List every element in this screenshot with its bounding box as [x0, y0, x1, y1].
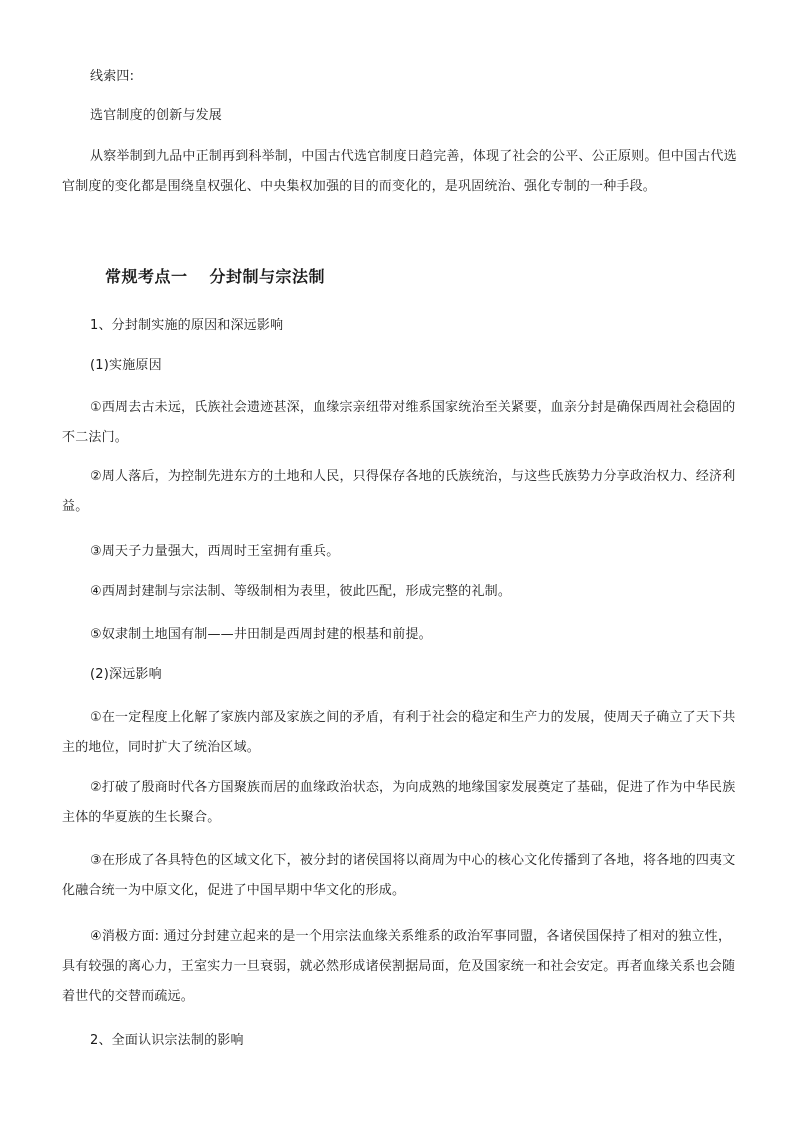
reason-paragraph-2: ②周人落后，为控制先进东方的土地和人民，只得保存各地的氏族统治，与这些氏族势力分享政治权力、经济利益。 [62, 469, 736, 514]
clue-body-paragraph: 从察举制到九品中正制再到科举制，中国古代选官制度日趋完善，体现了社会的公平、公正原则。但中国古代选官制度的变化都是围绕皇权强化、中央集权加强的目的而变化的，是巩固统治、强化专制的一种手段。 [62, 149, 737, 194]
impact-paragraph-3: ③在形成了各具特色的区域文化下，被分封的诸侯国将以商周为中心的核心文化传播到了各地，将各地的四夷文化融合统一为中原文化，促进了中国早期中华文化的形成。 [62, 853, 736, 898]
subheading-impacts: (2)深远影响 [90, 667, 162, 682]
clue-title: 选官制度的创新与发展 [90, 108, 223, 123]
clue-label: 线索四: [90, 69, 135, 84]
item-2-heading: 2、全面认识宗法制的影响 [90, 1033, 244, 1048]
reason-paragraph-5: ⑤奴隶制土地国有制——井田制是西周封建的根基和前提。 [90, 627, 432, 642]
subheading-reasons: (1)实施原因 [90, 358, 162, 373]
item-1-heading: 1、分封制实施的原因和深远影响 [90, 318, 284, 333]
reason-paragraph-4: ④西周封建制与宗法制、等级制相为表里，彼此匹配，形成完整的礼制。 [90, 584, 512, 599]
impact-paragraph-2: ②打破了殷商时代各方国聚族而居的血缘政治状态，为向成熟的地缘国家发展奠定了基础，促进了作为中华民族主体的华夏族的生长聚合。 [62, 780, 736, 825]
section-title-number: 常规考点一 [105, 267, 188, 286]
section-title [105, 265, 325, 289]
impact-paragraph-4: ④消极方面: 通过分封建立起来的是一个用宗法血缘关系维系的政治军事同盟，各诸侯国保持了相对的独立性，具有较强的离心力，王室实力一旦衰弱，就必然形成诸侯割据局面，危及国家统一和社会安定。再者血缘关系也会随着世代的交替而疏远。 [62, 929, 736, 1004]
reason-paragraph-1: ①西周去古未远，氏族社会遗迹甚深，血缘宗亲纽带对维系国家统治至关紧要，血亲分封是确保西周社会稳固的不二法门。 [62, 400, 736, 445]
section-title-topic: 分封制与宗法制 [209, 267, 326, 286]
impact-paragraph-1: ①在一定程度上化解了家族内部及家族之间的矛盾，有利于社会的稳定和生产力的发展，使周天子确立了天下共主的地位，同时扩大了统治区域。 [62, 710, 736, 755]
reason-paragraph-3: ③周天子力量强大，西周时王室拥有重兵。 [90, 544, 340, 559]
